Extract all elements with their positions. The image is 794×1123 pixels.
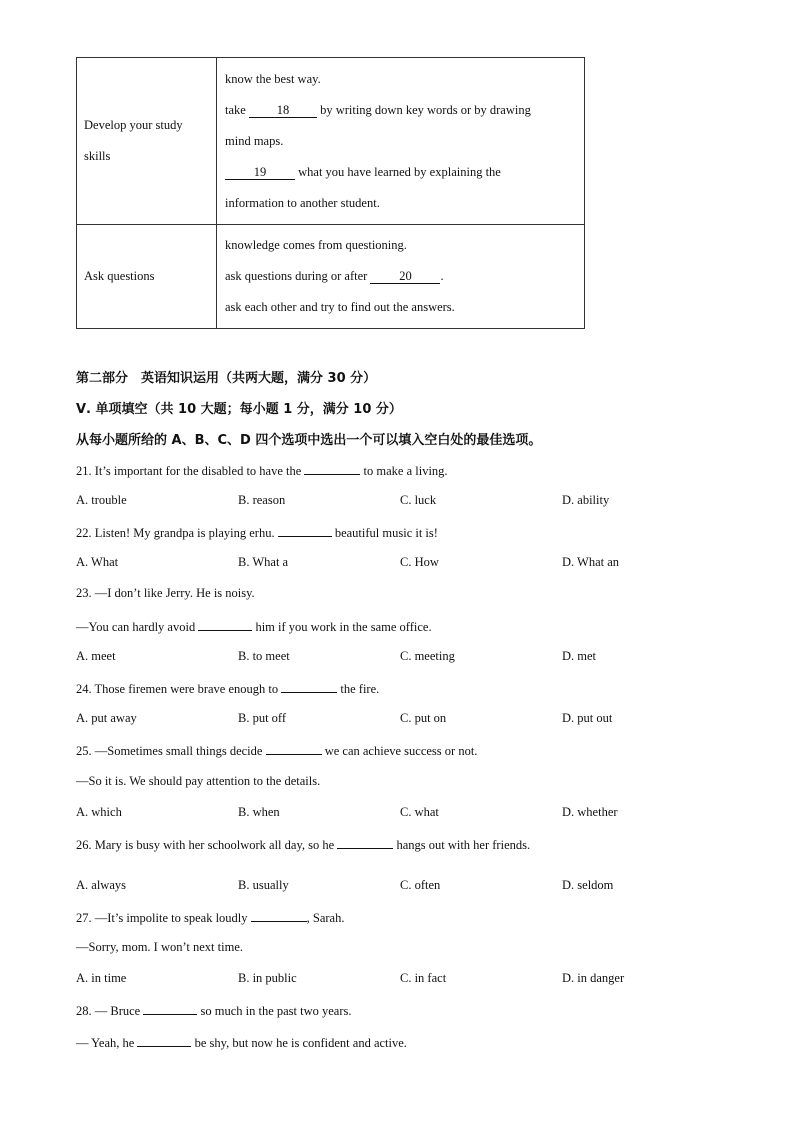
row-label [77, 58, 217, 225]
option-c: C. meeting [400, 649, 455, 663]
answer-blank [198, 618, 252, 631]
text: 22. Listen! My grandpa is playing erhu. [76, 526, 275, 540]
option-a: A. in time [76, 971, 127, 985]
question-27-line2: —Sorry, mom. I won’t next time. [76, 940, 243, 954]
blank-18: 18 [249, 103, 317, 118]
row-label: Ask questions [77, 225, 217, 329]
question-21 [76, 462, 448, 479]
question-23-line2 [76, 618, 432, 635]
text: 25. —Sometimes small things decide [76, 744, 263, 758]
option-b: B. put off [238, 711, 287, 725]
option-b: B. in public [238, 971, 297, 985]
option-c: C. what [400, 805, 439, 819]
text: , Sarah. [306, 911, 345, 925]
text: what you have learned by explaining the [298, 164, 501, 179]
option-a: A. meet [76, 649, 116, 663]
answer-blank [137, 1034, 191, 1047]
text: , so he [301, 838, 335, 852]
content-line: know the best way. [225, 71, 321, 86]
text: we can achieve success or not. [324, 744, 478, 758]
option-c: C. How [400, 555, 439, 569]
answer-blank [143, 1002, 197, 1015]
answer-blank [251, 909, 307, 922]
option-d: D. put out [562, 711, 613, 725]
answer-blank [278, 524, 332, 537]
text: 26. Mary is busy with her schoolwork all day [76, 838, 302, 852]
question-24 [76, 680, 379, 697]
option-d: D. What an [562, 555, 620, 569]
text: hangs out with her friends. [396, 838, 531, 852]
section-heading: Ⅴ. 单项填空（共 10 大题；每小题 1 分，满分 10 分） [76, 402, 402, 417]
text: . [440, 269, 444, 283]
option-d: D. whether [562, 805, 618, 819]
content-line [225, 95, 584, 126]
option-a: A. What [76, 555, 119, 569]
option-b: B. usually [238, 878, 289, 892]
text: by writing down key words or by drawing [320, 102, 531, 117]
option-a: A. which [76, 805, 122, 819]
text: him if you work in the same office. [255, 620, 432, 634]
blank-20: 20 [370, 269, 440, 284]
option-c: C. luck [400, 493, 437, 507]
text: the fire. [340, 682, 380, 696]
text: —You can hardly avoid [76, 620, 196, 634]
question-27 [76, 909, 344, 926]
question-25-line2: —So it is. We should pay attention to the details. [76, 774, 321, 788]
content-line: ask each other and try to find out the answers. [225, 300, 455, 314]
content-line [225, 261, 584, 292]
option-b: B. What a [238, 555, 289, 569]
answer-blank [304, 462, 360, 475]
question-26 [76, 836, 530, 853]
text: 21. It’s important for the disabled to have the [76, 464, 302, 478]
option-a: A. put away [76, 711, 137, 725]
answer-blank [266, 742, 322, 755]
option-d: D. met [562, 649, 597, 663]
option-d: D. seldom [562, 878, 614, 892]
option-b: B. when [238, 805, 280, 819]
row-content [217, 58, 585, 225]
text: 28. — Bruce [76, 1004, 141, 1018]
option-b: B. reason [238, 493, 286, 507]
answer-blank [281, 680, 337, 693]
content-line: information to another student. [225, 195, 380, 210]
row-content [217, 225, 585, 329]
table-row [77, 58, 585, 225]
instruction: 从每小题所给的 A、B、C、D 四个选项中选出一个可以填入空白处的最佳选项。 [76, 433, 542, 448]
text: ask questions during or after [225, 269, 368, 283]
skills-table [76, 57, 585, 329]
text: to make a living. [363, 464, 448, 478]
text: 27. —It’s impolite to speak loudly [76, 911, 248, 925]
option-c: C. often [400, 878, 441, 892]
content-line: mind maps. [225, 133, 284, 148]
label-line: Develop your study [84, 118, 183, 132]
text: beautiful music it is! [334, 526, 438, 540]
blank-19: 19 [225, 165, 295, 180]
question-25 [76, 742, 477, 759]
option-d: D. in danger [562, 971, 625, 985]
option-b: B. to meet [238, 649, 290, 663]
text: take [225, 102, 246, 117]
question-22 [76, 524, 438, 541]
option-d: D. ability [562, 493, 610, 507]
label-line: skills [84, 149, 111, 163]
question-23: 23. —I don’t like Jerry. He is noisy. [76, 586, 255, 600]
content-line [225, 157, 584, 188]
option-a: A. always [76, 878, 126, 892]
part-heading: 第二部分 英语知识运用（共两大题，满分 30 分） [76, 371, 377, 386]
content-line: knowledge comes from questioning. [225, 238, 407, 252]
table-row [77, 225, 585, 329]
option-c: C. put on [400, 711, 447, 725]
text: — Yeah, he [76, 1036, 135, 1050]
text: so much in the past two years. [200, 1004, 352, 1018]
question-28 [76, 1002, 352, 1019]
text: 24. Those firemen were brave enough to [76, 682, 279, 696]
text: be shy, but now he is confident and active. [194, 1036, 407, 1050]
question-28-line2 [76, 1034, 407, 1051]
answer-blank [337, 836, 393, 849]
option-c: C. in fact [400, 971, 447, 985]
option-a: A. trouble [76, 493, 127, 507]
